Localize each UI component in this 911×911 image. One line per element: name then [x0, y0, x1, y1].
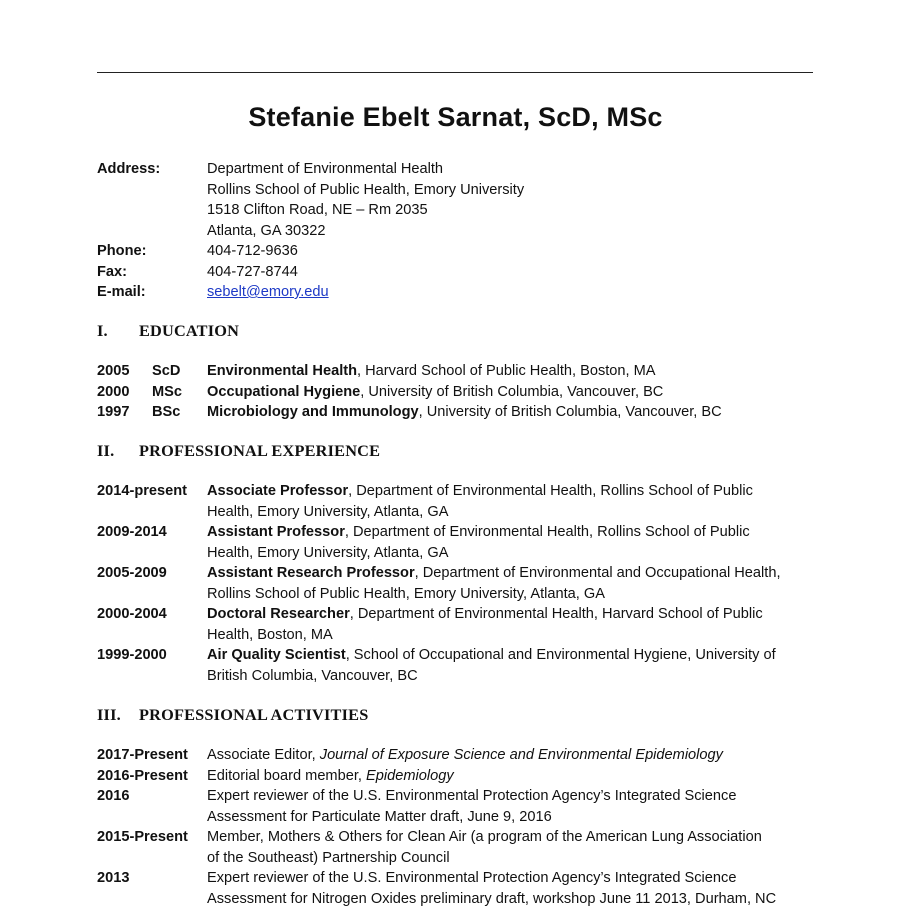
- activity-dates: 2015-Present: [97, 829, 188, 845]
- education-item: [97, 402, 817, 423]
- activity-line: Assessment for Nitrogen Oxides preliminary draft, workshop June 11 2013, Durham, NC: [207, 890, 777, 907]
- activity-role: Associate Editor,: [207, 747, 320, 763]
- experience-list: [97, 481, 813, 686]
- experience-line: British Columbia, Vancouver, BC: [207, 667, 418, 684]
- contact-block: [97, 159, 817, 303]
- address-line: Atlanta, GA 30322: [207, 222, 326, 239]
- activity-item: [97, 745, 813, 766]
- experience-item: [97, 481, 813, 522]
- education-field: Microbiology and Immunology: [207, 404, 419, 420]
- section-title: PROFESSIONAL EXPERIENCE: [139, 441, 381, 460]
- experience-dates: 2014-present: [97, 483, 188, 499]
- fax-label: Fax:: [97, 263, 128, 280]
- experience-dates: 2005-2009: [97, 565, 167, 581]
- activity-dates: 2013: [97, 870, 130, 886]
- experience-item: [97, 563, 813, 604]
- activity-line: Expert reviewer of the U.S. Environmental Protection Agency’s Integrated Science: [207, 788, 737, 804]
- education-institution: , University of British Columbia, Vancouver, BC: [418, 404, 722, 420]
- section-title: PROFESSIONAL ACTIVITIES: [139, 705, 369, 724]
- activity-line: Assessment for Particulate Matter draft, June 9, 2016: [207, 808, 552, 825]
- experience-dates: 1999-2000: [97, 647, 167, 663]
- education-field: Environmental Health: [207, 363, 358, 379]
- section-heading-activities: [97, 705, 368, 725]
- experience-title: Air Quality Scientist: [207, 647, 346, 663]
- experience-title: Associate Professor: [207, 483, 349, 499]
- education-list: [97, 361, 817, 423]
- experience-line: Health, Boston, MA: [207, 626, 333, 643]
- activity-role: Editorial board member,: [207, 767, 366, 784]
- address-value: [207, 159, 817, 241]
- experience-line: Health, Emory University, Atlanta, GA: [207, 544, 449, 561]
- cv-name: Stefanie Ebelt Sarnat, ScD, MSc: [248, 102, 663, 132]
- address-label: Address:: [97, 161, 161, 177]
- section-heading-education: [97, 321, 239, 341]
- activity-item: [97, 827, 813, 868]
- education-field: Occupational Hygiene: [207, 383, 361, 400]
- activity-line: Expert reviewer of the U.S. Environmental Protection Agency’s Integrated Science: [207, 870, 737, 886]
- fax-value: 404-727-8744: [207, 263, 298, 280]
- experience-line: , School of Occupational and Environmental Hygiene, University of: [345, 647, 776, 663]
- education-item: [97, 361, 817, 382]
- activity-dates: 2016-Present: [97, 767, 188, 784]
- experience-item: [97, 604, 813, 645]
- activity-item: [97, 868, 813, 909]
- experience-line: Rollins School of Public Health, Emory University, Atlanta, GA: [207, 585, 605, 602]
- education-item: [97, 382, 817, 403]
- experience-title: Doctoral Researcher: [207, 606, 350, 622]
- section-heading-experience: [97, 441, 380, 461]
- experience-line: Health, Emory University, Atlanta, GA: [207, 503, 449, 520]
- experience-line: , Department of Environmental Health, Rollins School of Public: [348, 483, 753, 499]
- experience-title: Assistant Research Professor: [207, 565, 415, 581]
- education-year: 2005: [97, 363, 130, 379]
- activity-dates: 2016: [97, 788, 130, 804]
- activity-line: of the Southeast) Partnership Council: [207, 849, 450, 866]
- activities-list: [97, 745, 813, 909]
- experience-item: [97, 522, 813, 563]
- activity-item: [97, 766, 813, 787]
- experience-line: , Department of Environmental Health, Rollins School of Public: [344, 524, 750, 540]
- address-line: 1518 Clifton Road, NE – Rm 2035: [207, 202, 428, 218]
- activity-dates: 2017-Present: [97, 747, 188, 763]
- education-degree: MSc: [152, 383, 183, 400]
- section-number: II.: [97, 441, 115, 460]
- education-year: 2000: [97, 383, 130, 400]
- activity-item: [97, 786, 813, 827]
- education-degree: ScD: [152, 363, 181, 379]
- experience-dates: 2000-2004: [97, 606, 167, 622]
- experience-line: , Department of Environmental Health, Harvard School of Public: [349, 606, 763, 622]
- section-title: EDUCATION: [139, 321, 240, 340]
- education-institution: , University of British Columbia, Vancouver, BC: [360, 383, 664, 400]
- education-year: 1997: [97, 404, 130, 420]
- education-institution: , Harvard School of Public Health, Boston, MA: [357, 363, 656, 379]
- activity-line: Member, Mothers & Others for Clean Air (a program of the American Lung Association: [207, 829, 762, 845]
- email-label: E-mail:: [97, 284, 146, 300]
- experience-line: , Department of Environmental and Occupational Health,: [414, 565, 781, 581]
- address-line: Department of Environmental Health: [207, 161, 444, 177]
- header-rule: [97, 72, 813, 73]
- experience-item: [97, 645, 813, 686]
- activity-journal: Journal of Exposure Science and Environmental Epidemiology: [319, 747, 723, 763]
- education-degree: BSc: [152, 404, 181, 420]
- section-number: III.: [97, 705, 121, 724]
- activity-journal: Epidemiology: [366, 767, 454, 784]
- email-link[interactable]: sebelt@emory.edu: [207, 284, 329, 300]
- address-line: Rollins School of Public Health, Emory University: [207, 181, 525, 198]
- phone-value: 404-712-9636: [207, 243, 298, 259]
- section-number: I.: [97, 321, 108, 340]
- experience-dates: 2009-2014: [97, 524, 167, 540]
- experience-title: Assistant Professor: [207, 524, 345, 540]
- phone-label: Phone:: [97, 243, 147, 259]
